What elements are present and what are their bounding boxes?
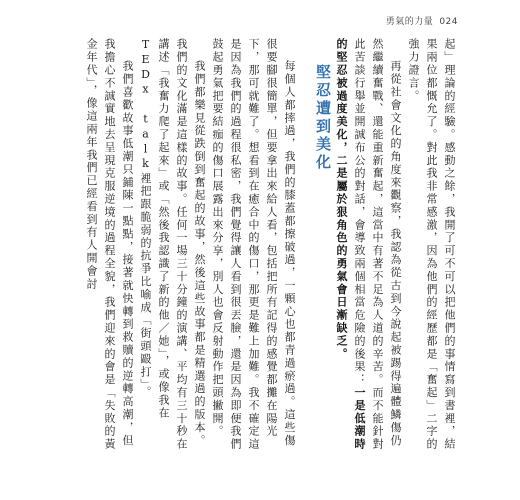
page-body xyxy=(0,38,458,458)
book-title: 勇氣的力量 xyxy=(385,17,434,27)
paragraph-five: 我們喜歡故事低潮只鋪陳一點點，接著就快轉到救贖的逆轉高潮，但我擔心不誠實地去呈現克服逆境的過程全貌，我們迎來的會是「失敗的黃金年代」，像這兩年我們已經看到有人開會討 xyxy=(85,38,134,451)
section-heading: 堅忍遭到美化 xyxy=(314,64,332,172)
paragraph-two-text: 再從社會文化的角度來觀察，我認為從古到今說起被踢得遍體鱗傷仍然繼續奮戰、還能重新奮起，這當中有著不足為人道的辛苦。而不能針對此苦談行舉並開誠布公的對話，會導致兩個相當危險的後果： xyxy=(353,38,402,451)
paragraph-continued: 起」理論的經驗。感動之餘，我開了可不可以把他們的事情寫到書裡，結果兩位都慨允了。對此我非常感激，因為他們的經歷都是「奮起」二字的強力證言。 xyxy=(407,38,456,451)
page-number: 024 xyxy=(439,17,458,27)
paragraph-two-emphasis: 一是低潮時的堅忍被過度美化，二是屬於狠角色的勇氣會日漸缺乏。 xyxy=(335,38,366,451)
paragraph-four: 我們都樂見從跌倒到奮起的故事，然後這些故事都是精選過的版本。我們的文化滿是這樣的故事。任何一場三十分鐘的演講、平均有三十秒在講述「我奮力爬了起來」或「然後我認識了新的他／她」，或像我在TEDx talk裡把跟脆弱的抗爭比喻成「街頭毆打」。 xyxy=(139,38,206,451)
paragraph-three: 每個人都摔過，我們的膝蓋都擦破過，一顆心也都青過瘀過。這些傷很要腳很簡單，但要拿出來給人看，包括把所有記得的感覺都攤在陽光下，那可就難了。想看到在癒合中的傷口，那更是難上加難。我不確定這是因為我們的過程很私密，我們覺得讓人看到很丟臉，還是因為即便我們鼓起勇氣把要結痂的傷口展露出來分享，別人也會反射動作把頭撇開。 xyxy=(211,38,296,451)
paragraph-two xyxy=(332,38,404,458)
running-header xyxy=(386,14,458,27)
